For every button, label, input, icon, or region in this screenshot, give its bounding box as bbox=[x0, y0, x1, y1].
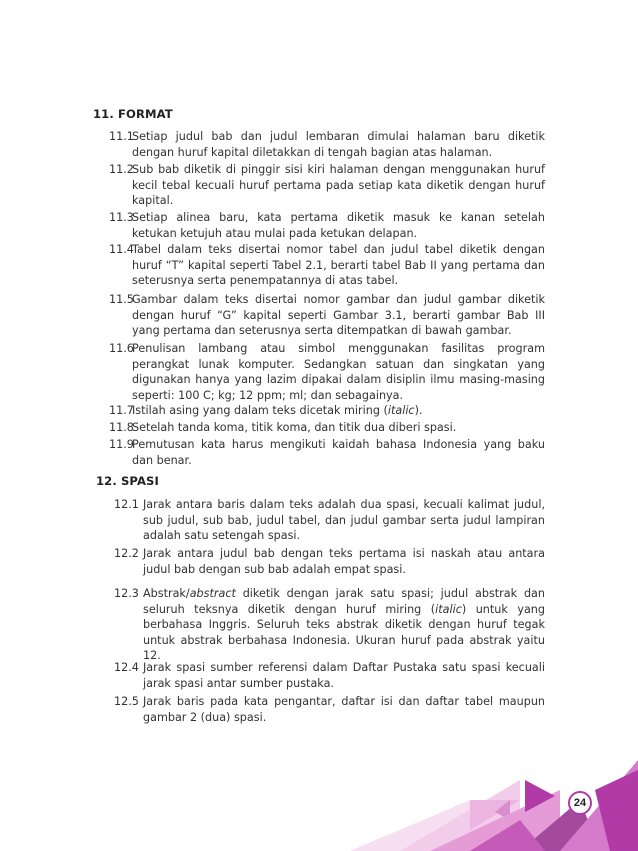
item-number: 11.9 bbox=[109, 438, 134, 451]
item-text: Setiap alinea baru, kata pertama diketik masuk ke kanan setelah ketukan ketujuh atau mulai pada ketukan delapan. bbox=[132, 211, 545, 240]
item-text-part: diketik dengan jarak satu spasi; judul abstrak dan seluruh teksnya diketik dengan huruf miring ( bbox=[143, 587, 545, 616]
item-text-part: Abstrak/ bbox=[143, 587, 190, 600]
item-text: Sub bab diketik di pinggir sisi kiri halaman dengan menggunakan huruf kecil tebal kecuali huruf pertama pada setiap kata diketik dengan huruf kapital. bbox=[132, 163, 545, 208]
item-number: 11.6 bbox=[109, 342, 134, 355]
italic-term: italic bbox=[387, 404, 415, 417]
item-number: 11.4 bbox=[109, 243, 134, 256]
item-text: Jarak spasi sumber referensi dalam Daftar Pustaka satu spasi kecuali jarak spasi antar sumber pustaka. bbox=[143, 661, 545, 690]
item-text: Setelah tanda koma, titik koma, dan titik dua diberi spasi. bbox=[132, 421, 457, 434]
item-number: 12.5 bbox=[114, 695, 139, 708]
item-number: 11.8 bbox=[109, 421, 134, 434]
item-text: Gambar dalam teks disertai nomor gambar dan judul gambar diketik dengan huruf “G” kapital seperti Gambar 3.1, berarti gambar Bab III yang pertama dan seterusnya serta ditempatkan di bawah gambar. bbox=[132, 293, 545, 338]
italic-term: italic bbox=[435, 602, 462, 616]
italic-term: abstract bbox=[189, 587, 236, 600]
item-number: 11.2 bbox=[109, 163, 134, 176]
section-heading-format: 11. FORMAT bbox=[93, 107, 173, 121]
item-number: 11.5 bbox=[109, 293, 134, 306]
item-text: Penulisan lambang atau simbol menggunakan fasilitas program perangkat lunak komputer. Sedangkan satuan dan singkatan yang digunakan hanya yang lazim dipakai dalam disiplin ilmu masing-masing seperti: 100 C; kg; 12 ppm; ml; dan sebagainya. bbox=[132, 342, 545, 402]
item-number: 12.4 bbox=[114, 661, 139, 674]
item-text-part: ). bbox=[414, 404, 423, 417]
item-text: Jarak antara judul bab dengan teks pertama isi naskah atau antara judul bab dengan sub bab adalah empat spasi. bbox=[143, 547, 545, 576]
item-number: 11.3 bbox=[109, 211, 134, 224]
item-text-part: ) untuk yang berbahasa Inggris. Seluruh teks abstrak diketik dengan huruf tegak untuk abstrak berbahasa Indonesia. Ukuran huruf pada abstrak yaitu 12. bbox=[143, 602, 545, 663]
section-heading-spasi: 12. SPASI bbox=[96, 474, 159, 488]
item-text: Tabel dalam teks disertai nomor tabel dan judul tabel diketik dengan huruf “T” kapital seperti Tabel 2.1, berarti tabel Bab II yang pertama dan seterusnya serta penempatannya di atas tabel. bbox=[132, 243, 545, 288]
item-text: Jarak antara baris dalam teks adalah dua spasi, kecuali kalimat judul, sub judul, sub bab, judul tabel, dan judul gambar serta judul lampiran adalah satu setengah spasi. bbox=[143, 498, 545, 543]
item-number: 11.1 bbox=[109, 130, 134, 143]
page-number-badge: 24 bbox=[568, 791, 592, 815]
item-number: 11.7 bbox=[109, 404, 134, 417]
item-text: Setiap judul bab dan judul lembaran dimulai halaman baru diketik dengan huruf kapital diletakkan di tengah bagian atas halaman. bbox=[132, 130, 545, 159]
item-number: 12.2 bbox=[114, 547, 139, 560]
item-text: Pemutusan kata harus mengikuti kaidah bahasa Indonesia yang baku dan benar. bbox=[132, 438, 545, 467]
item-text-part: Istilah asing yang dalam teks dicetak miring ( bbox=[132, 404, 388, 417]
item-number: 12.1 bbox=[114, 498, 139, 511]
item-number: 12.3 bbox=[114, 587, 139, 600]
item-text: Jarak baris pada kata pengantar, daftar isi dan daftar tabel maupun gambar 2 (dua) spasi. bbox=[143, 695, 545, 724]
